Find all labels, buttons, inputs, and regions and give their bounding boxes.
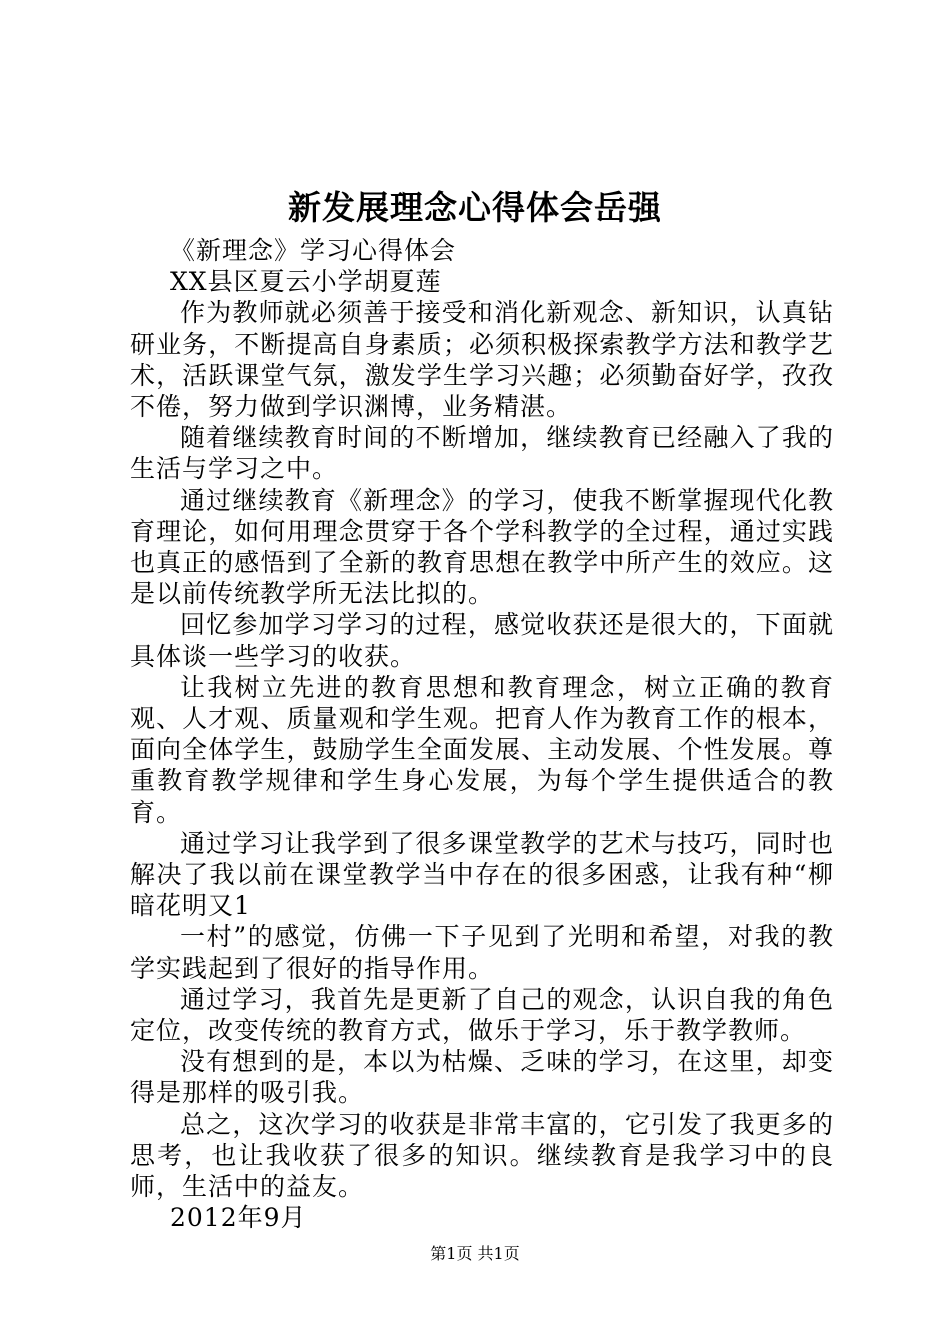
paragraph: 一村”的感觉，仿佛一下子见到了光明和希望，对我的教学实践起到了很好的指导作用。 <box>130 922 834 983</box>
page-footer: 第1页 共1页 <box>430 1244 520 1263</box>
paragraph: 回忆参加学习学习的过程，感觉收获还是很大的，下面就具体谈一些学习的收获。 <box>130 610 834 671</box>
document-body <box>130 235 834 1234</box>
paragraph: 没有想到的是，本以为枯燥、乏味的学习，在这里，却变得是那样的吸引我。 <box>130 1047 834 1108</box>
author-line: XX县区夏云小学胡夏莲 <box>170 267 442 297</box>
paragraph: 通过学习，我首先是更新了自己的观念，认识自我的角色定位，改变传统的教育方式，做乐于学习，乐于教学教师。 <box>130 984 834 1046</box>
document-date: 2012年9月 <box>170 1203 307 1233</box>
paragraph: 总之，这次学习的收获是非常丰富的，它引发了我更多的思考，也让我收获了很多的知识。继续教育是我学习中的良师，生活中的益友。 <box>130 1109 834 1202</box>
page-title: 新发展理念心得体会岳强 <box>288 188 662 227</box>
document-subtitle: 《新理念》学习心得体会 <box>170 236 457 265</box>
paragraph: 让我树立先进的教育思想和教育理念，树立正确的教育观、人才观、质量观和学生观。把育人作为教育工作的根本，面向全体学生，鼓励学生全面发展、主动发展、个性发展。尊重教育教学规律和学生身心发展，为每个学生提供适合的教育。 <box>130 672 834 827</box>
paragraph: 随着继续教育时间的不断增加，继续教育已经融入了我的生活与学习之中。 <box>130 423 834 484</box>
paragraph: 作为教师就必须善于接受和消化新观念、新知识，认真钻研业务，不断提高自身素质；必须积极探索教学方法和教学艺术，活跃课堂气氛，激发学生学习兴趣；必须勤奋好学，孜孜不倦，努力做到学识渊博，业务精湛。 <box>130 298 834 422</box>
paragraph: 通过继续教育《新理念》的学习，使我不断掌握现代化教育理论，如何用理念贯穿于各个学科教学的全过程，通过实践也真正的感悟到了全新的教育思想在教学中所产生的效应。这是以前传统教学所无法比拟的。 <box>130 485 834 609</box>
paragraph: 通过学习让我学到了很多课堂教学的艺术与技巧，同时也解决了我以前在课堂教学当中存在的很多困惑，让我有种“柳暗花明又1 <box>130 828 834 921</box>
